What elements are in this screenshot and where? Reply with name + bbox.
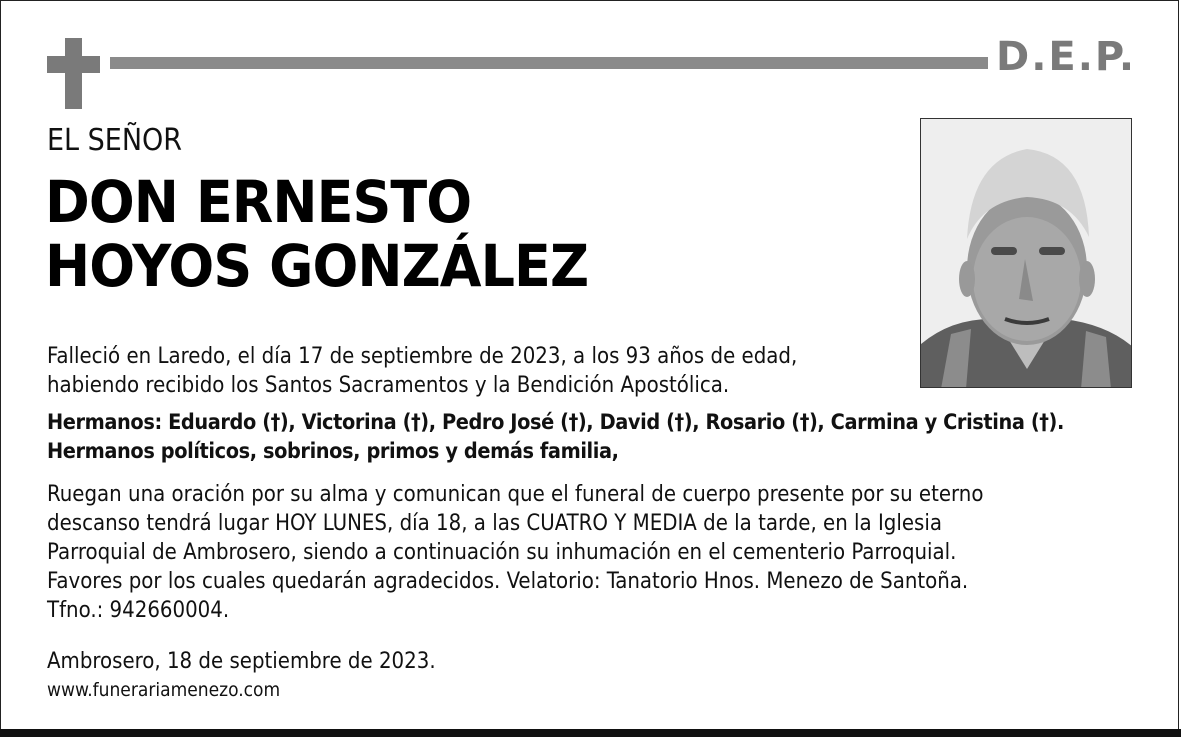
paragraph-line: Parroquial de Ambrosero, siendo a continuación su inhumación en el cementerio Parroquial. (47, 540, 957, 565)
header-rule (110, 57, 988, 69)
family-paragraph (47, 408, 1064, 466)
family-line: Hermanos políticos, sobrinos, primos y demás familia, (47, 439, 619, 464)
name-line-1: DON ERNESTO (45, 168, 472, 236)
honorific-title: EL SEÑOR (47, 123, 183, 158)
family-line: Hermanos: Eduardo (†), Victorina (†), Pedro José (†), David (†), Rosario (†), Carmina y Cristina (†). (47, 410, 1064, 435)
cross-icon-bar (47, 56, 100, 73)
cross-icon (65, 38, 82, 109)
funeral-paragraph (47, 480, 983, 625)
name-line-2: HOYOS GONZÁLEZ (45, 232, 589, 300)
deceased-name (45, 170, 588, 298)
bottom-border (0, 729, 1181, 737)
place-date: Ambrosero, 18 de septiembre de 2023. (47, 649, 436, 674)
paragraph-line: Ruegan una oración por su alma y comunican que el funeral de cuerpo presente por su eterno (47, 482, 984, 507)
death-notice-paragraph (47, 342, 797, 400)
paragraph-line: habiendo recibido los Santos Sacramentos y la Bendición Apostólica. (47, 373, 730, 398)
paragraph-line: descanso tendrá lugar HOY LUNES, día 18, a las CUATRO Y MEDIA de la tarde, en la Iglesia (47, 511, 942, 536)
portrait-photo (920, 118, 1132, 388)
paragraph-line: Falleció en Laredo, el día 17 de septiembre de 2023, a los 93 años de edad, (47, 344, 798, 369)
website-link[interactable]: www.funerariamenezo.com (47, 679, 281, 701)
paragraph-line: Favores por los cuales quedarán agradecidos. Velatorio: Tanatorio Hnos. Menezo de Santoña. (47, 569, 969, 594)
paragraph-line: Tfno.: 942660004. (47, 598, 230, 623)
dep-heading: D.E.P. (996, 34, 1137, 80)
portrait-illustration (921, 119, 1132, 388)
